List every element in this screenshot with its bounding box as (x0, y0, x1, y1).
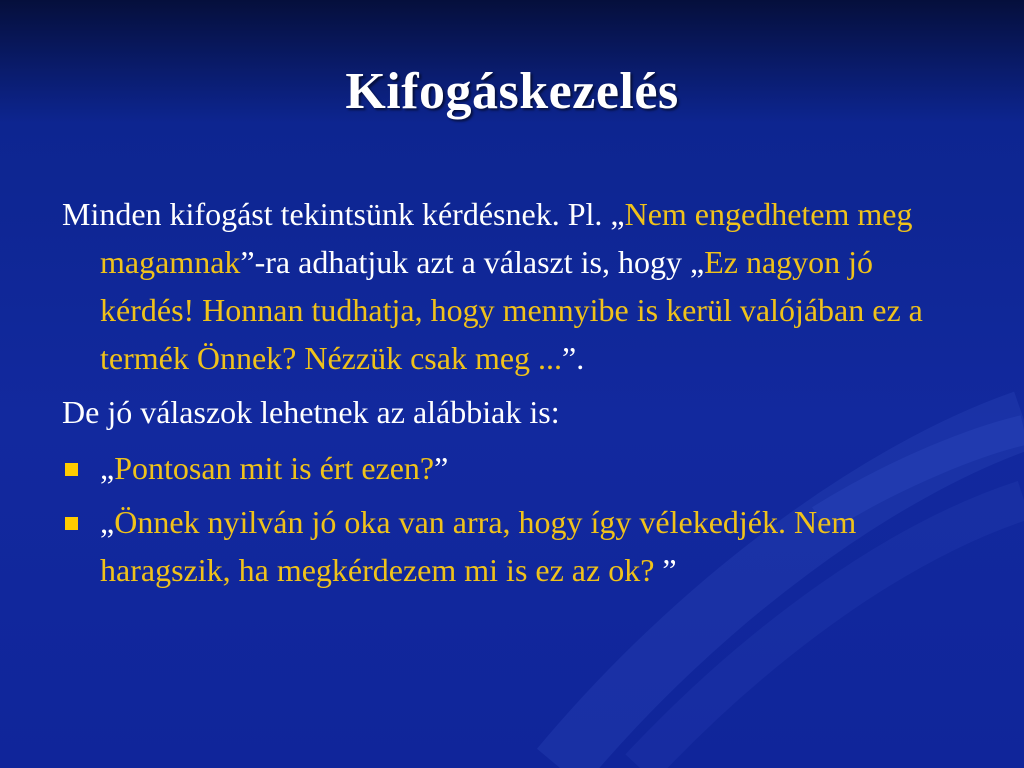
paragraph-objection-example (62, 190, 952, 382)
paragraph-text-2: ”-ra adhatjuk azt a választ is, hogy „ (240, 244, 705, 280)
quote-close: ” (662, 552, 677, 588)
paragraph-text-1: Minden kifogást tekintsünk kérdésnek. Pl. „ (62, 196, 625, 232)
paragraph-intro-answers: De jó válaszok lehetnek az alábbiak is: (62, 394, 560, 430)
highlight-answer: Ez nagyon jó kérdés! Honnan tudhatja, hogy mennyibe is kerül valójában ez a termék Önnek? Nézzük csak meg ... (100, 244, 923, 376)
list-item (62, 498, 952, 594)
quote-close: ” (434, 450, 449, 486)
quote-open: „ (100, 450, 115, 486)
square-bullet-icon (65, 517, 78, 530)
answer-text: Önnek nyilván jó oka van arra, hogy így vélekedjék. Nem haragszik, ha megkérdezem mi is ez az ok? (100, 504, 857, 588)
answer-list (62, 444, 952, 594)
slide-body (62, 190, 952, 600)
answer-text: Pontosan mit is ért ezen? (114, 450, 435, 486)
quote-open: „ (100, 504, 115, 540)
list-item (62, 444, 952, 492)
slide-title: Kifogáskezelés (345, 63, 679, 120)
paragraph-text-3: ”. (562, 340, 585, 376)
square-bullet-icon (65, 463, 78, 476)
highlight-objection: Nem engedhetem meg magamnak (100, 196, 913, 280)
